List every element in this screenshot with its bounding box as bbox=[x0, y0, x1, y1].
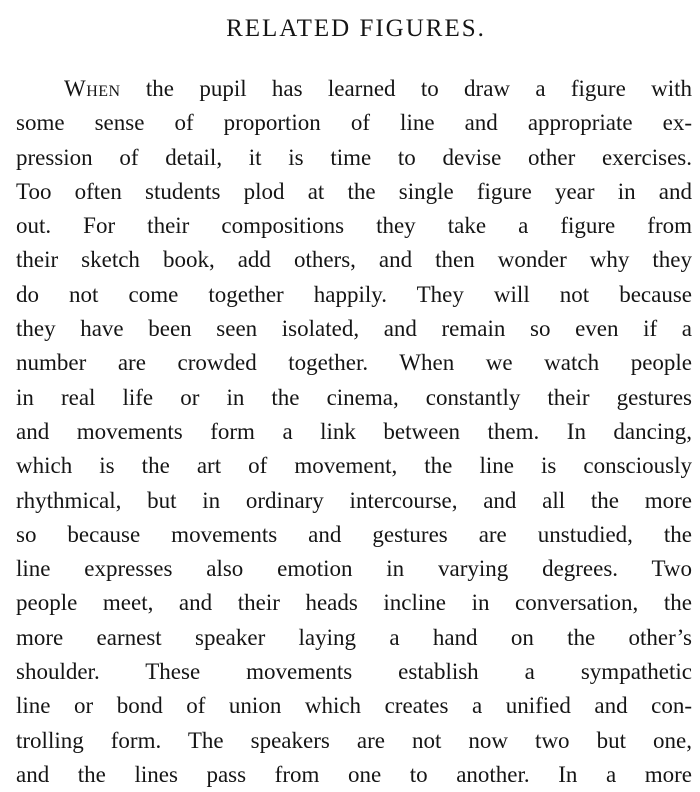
text-line-1 bbox=[16, 72, 692, 106]
text-line-20: trolling form. The speakers are not now two but one, bbox=[16, 727, 692, 753]
text-line-10: in real life or in the cinema, constantly their gestures bbox=[16, 384, 692, 410]
body-text bbox=[16, 72, 692, 792]
text-line-13: rhythmical, but in ordinary intercourse, and all the more bbox=[16, 487, 692, 513]
text-line-15: line expresses also emotion in varying degrees. Two bbox=[16, 556, 692, 582]
text-line-7: do not come together happily. They will not because bbox=[16, 281, 692, 307]
text-line-19: line or bond of union which creates a unified and con- bbox=[16, 693, 692, 719]
opening-word: When bbox=[64, 76, 121, 101]
text-line-17: more earnest speaker laying a hand on the other’s bbox=[16, 624, 692, 650]
text-line-1-rest: the pupil has learned to draw a figure with bbox=[120, 76, 692, 101]
text-line-11: and movements form a link between them. In dancing, bbox=[16, 418, 692, 444]
text-line-14: so because movements and gestures are unstudied, the bbox=[16, 521, 692, 547]
text-line-3: pression of detail, it is time to devise other exercises. bbox=[16, 144, 692, 170]
text-line-5: out. For their compositions they take a figure from bbox=[16, 213, 692, 239]
text-line-2: some sense of proportion of line and appropriate ex- bbox=[16, 110, 692, 136]
section-title: RELATED FIGURES. bbox=[226, 15, 486, 42]
text-line-21: and the lines pass from one to another. In a more bbox=[16, 761, 692, 787]
text-line-6: their sketch book, add others, and then wonder why they bbox=[16, 247, 692, 273]
text-line-8: they have been seen isolated, and remain so even if a bbox=[16, 316, 692, 342]
text-line-12: which is the art of movement, the line is consciously bbox=[16, 453, 692, 479]
text-line-18: shoulder. These movements establish a sympathetic bbox=[16, 659, 692, 685]
text-line-9: number are crowded together. When we watch people bbox=[16, 350, 692, 376]
text-line-16: people meet, and their heads incline in conversation, the bbox=[16, 590, 692, 616]
text-line-4: Too often students plod at the single figure year in and bbox=[16, 178, 692, 204]
